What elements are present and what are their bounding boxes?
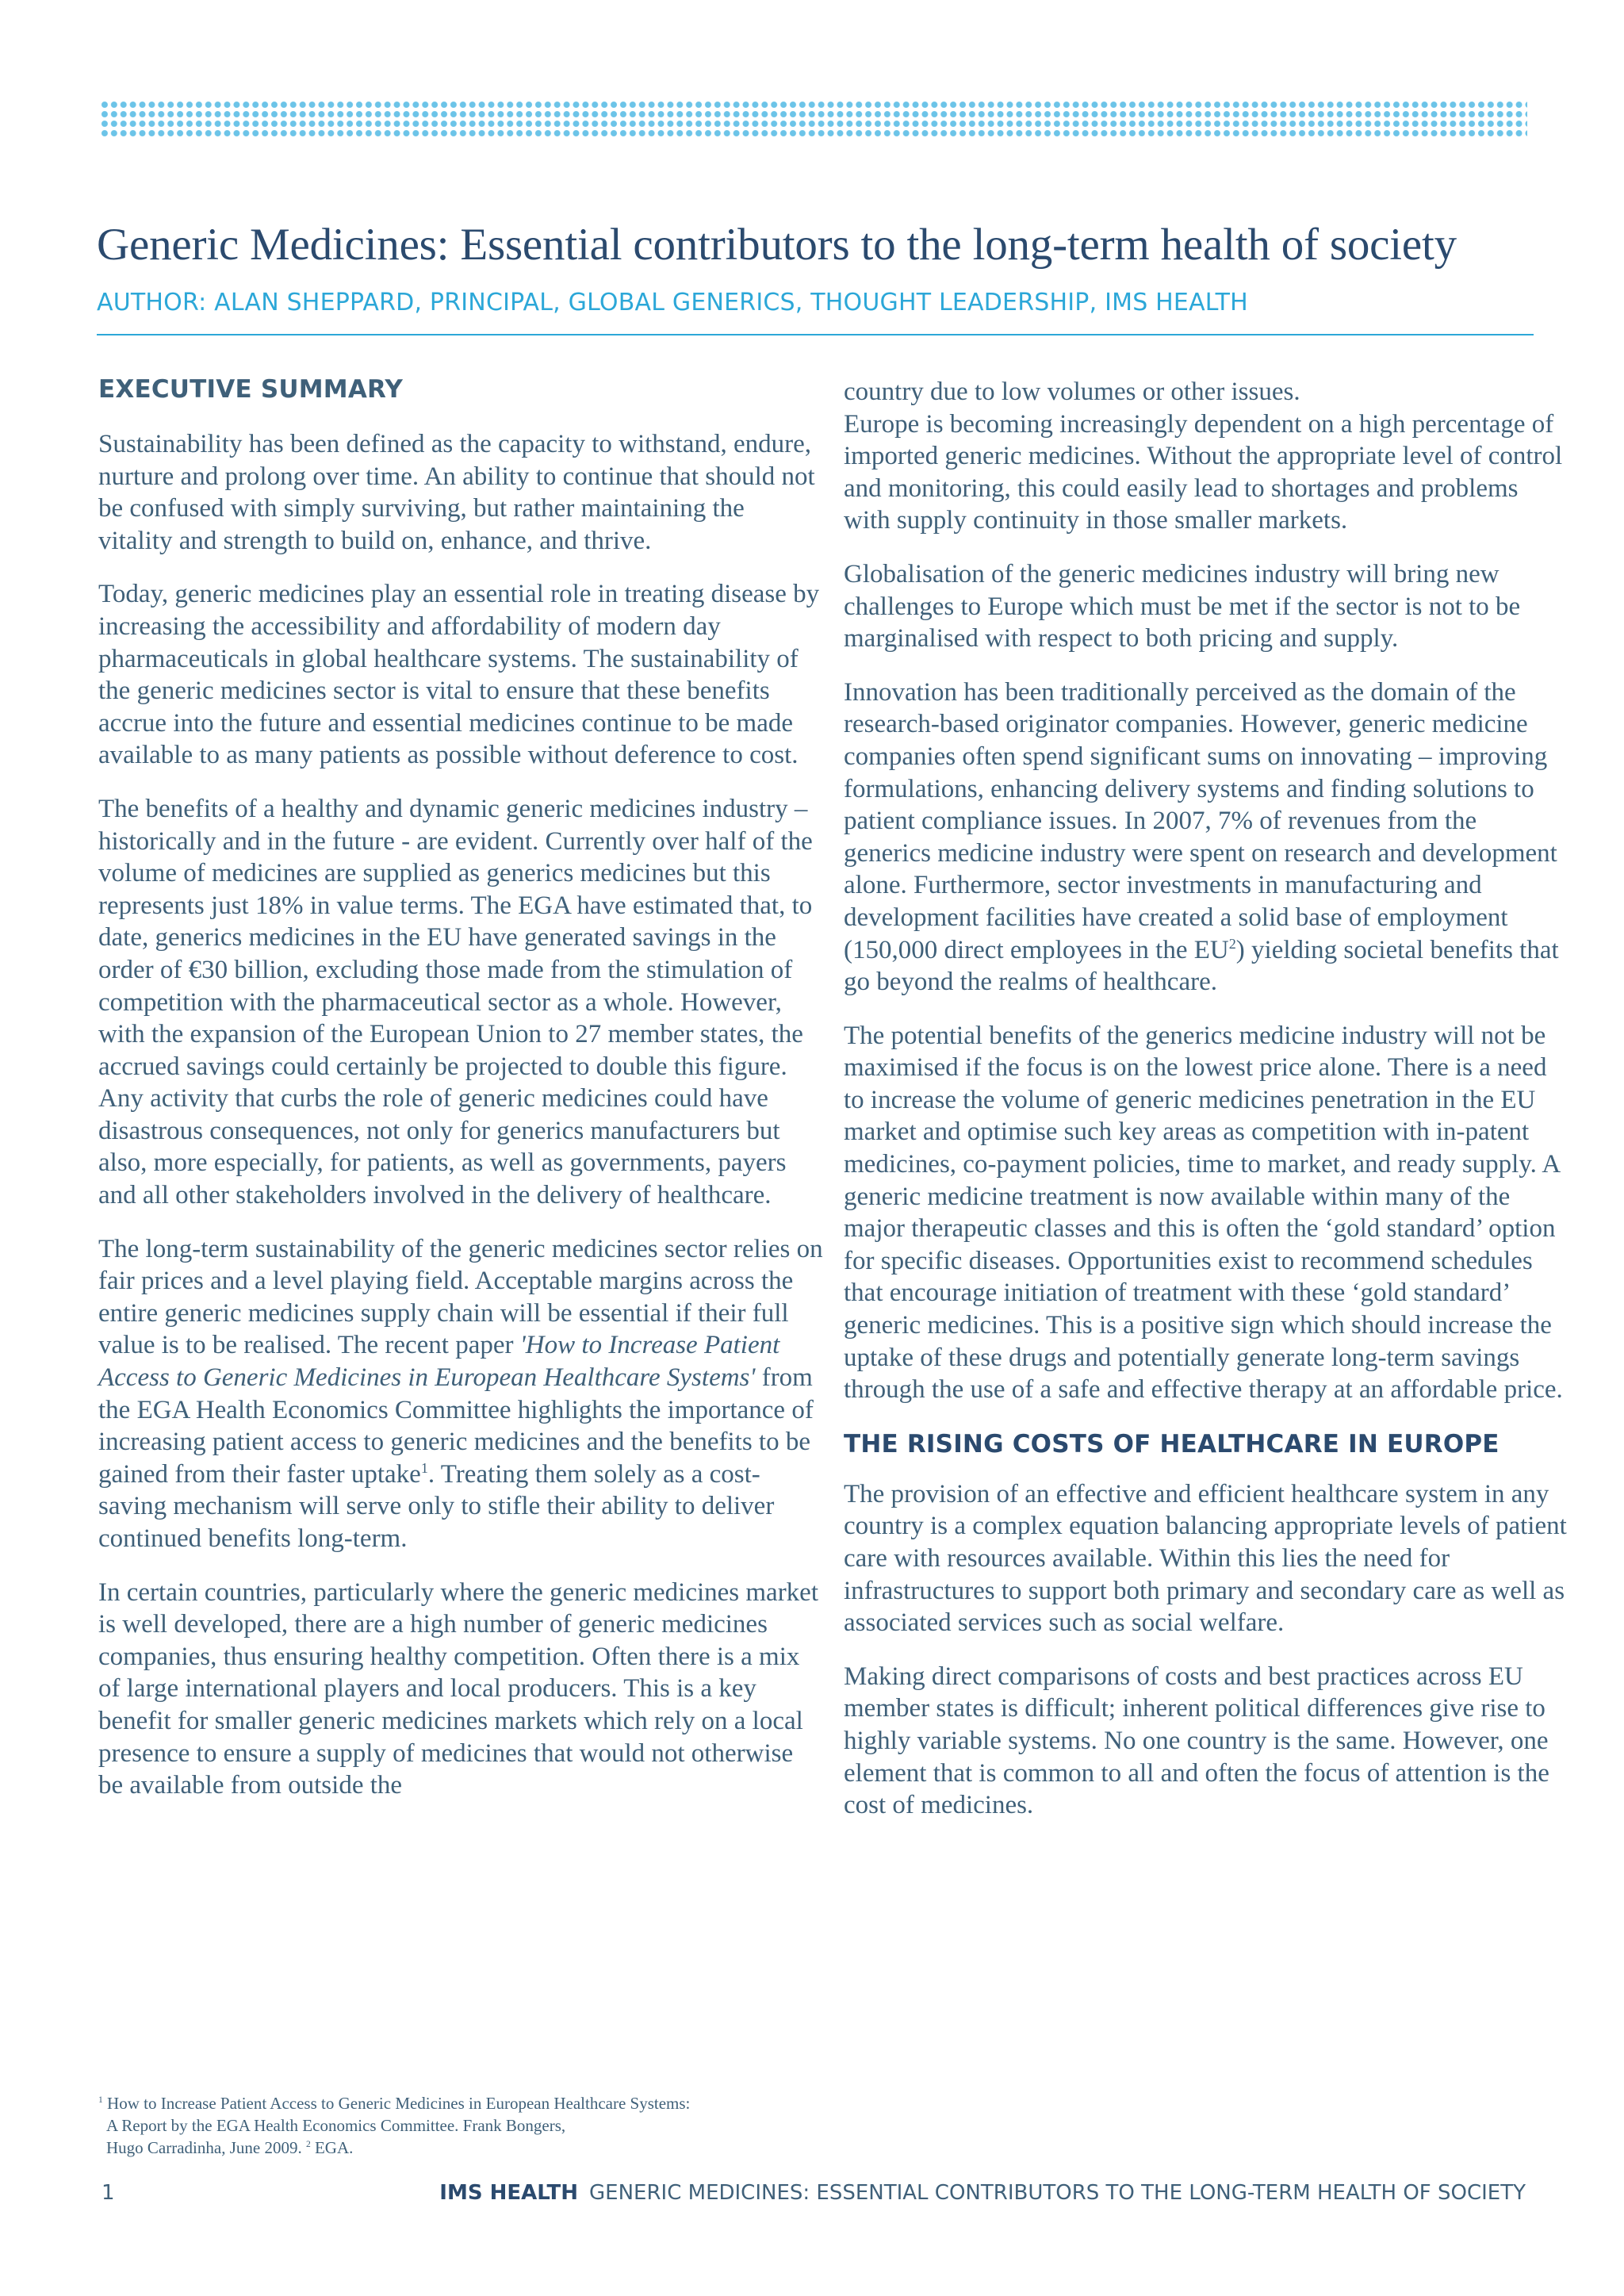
page-number: 1: [102, 2181, 115, 2205]
footer-running-title: [439, 2181, 1526, 2205]
footnote-marker: 1: [98, 2095, 103, 2105]
paragraph: [844, 677, 1569, 999]
section-heading-rising-costs: THE RISING COSTS OF HEALTHCARE IN EUROPE: [844, 1429, 1500, 1458]
dotted-header-band: [100, 100, 1527, 138]
footnote-marker: 1: [420, 1459, 428, 1476]
paragraph: The provision of an effective and efficient healthcare system in any country is a complex equation balancing appropriate levels of patient care with resources available. Within this lies the need for infrastructures to support both primary and secondary care as well as associated services such as social welfare.: [844, 1479, 1567, 1638]
author-line: AUTHOR: ALAN SHEPPARD, PRINCIPAL, GLOBAL GENERICS, THOUGHT LEADERSHIP, IMS HEALTH: [97, 289, 1248, 316]
paragraph: country due to low volumes or other issues.: [844, 378, 1300, 406]
paragraph: [98, 1233, 824, 1555]
brand-name: IMS HEALTH: [439, 2181, 579, 2205]
paragraph: Today, generic medicines play an essential role in treating disease by increasing the accessibility and affordability of modern day pharmaceuticals in global healthcare systems. The sustainability of the generic medicines sector is vital to ensure that these benefits accrue into the future and essential medicines continue to be made available to as many patients as possible without deference to cost.: [98, 580, 820, 770]
paragraph-text: The long-term sustainability of the generic medicines sector relies on fair prices and a level playing field. Acceptable margins across the entire generic medicines supply chain will be essential if their full value is to be realised. The recent paper: [98, 1234, 823, 1360]
page-title: Generic Medicines: Essential contributors to the long-term health of society: [97, 220, 1457, 270]
footnote-text: How to Increase Patient Access to Generic Medicines in European Healthcare Systems:: [102, 2094, 691, 2113]
paragraph-text: ) yielding societal benefits that go beyond the realms of healthcare.: [844, 935, 1559, 997]
paragraph: Making direct comparisons of costs and best practices across EU member states is difficult; inherent political differences give rise to highly variable systems. No one country is the same. However, one element that is common to all and often the focus of attention is the cost of medicines.: [844, 1662, 1549, 1820]
footnote-line: [98, 2092, 812, 2114]
header-divider: [97, 334, 1534, 335]
footnotes: [98, 2092, 812, 2159]
paragraph-text: from the EGA Health Economics Committee highlights the importance of increasing patient access to generic medicines and the benefits to be gained from their faster uptake: [98, 1363, 814, 1489]
section-heading-executive-summary: EXECUTIVE SUMMARY: [98, 375, 404, 404]
running-title: GENERIC MEDICINES: ESSENTIAL CONTRIBUTORS TO THE LONG-TERM HEALTH OF SOCIETY: [589, 2181, 1526, 2205]
footnote-text: EGA.: [310, 2138, 354, 2157]
footnote-text: Hugo Carradinha, June 2009.: [106, 2138, 306, 2157]
footnote-line: [98, 2137, 812, 2159]
paragraph-text: Innovation has been traditionally perceived as the domain of the research-based originator companies. However, generic medicine companies often spend significant sums on innovating – improving formulations, enhancing delivery systems and finding solutions to patient compliance issues. In 2007, 7% of revenues from the generics medicine industry were spent on research and development alone. Furthermore, sector investments in manufacturing and development facilities have created a solid base of employment (150,000 direct employees in the EU: [844, 677, 1557, 964]
paragraph: Europe is becoming increasingly dependent on a high percentage of imported generic medicines. Without the appropriate level of control and monitoring, this could easily lead to shortages and problems with supply continuity in those smaller markets.: [844, 409, 1563, 535]
page-footer: [98, 2181, 1526, 2213]
left-column: [98, 373, 824, 1823]
paragraph: The potential benefits of the generics medicine industry will not be maximised if the focus is on the lowest price alone. There is a need to increase the volume of generic medicines penetration in the EU market and optimise such key areas as competition with in-patent medicines, co-payment policies, time to market, and ready supply. A generic medicine treatment is now available within many of the major therapeutic classes and this is often the ‘gold standard’ option for specific diseases. Opportunities exist to recommend schedules that encourage initiation of treatment with these ‘gold standard’ generic medicines. This is a positive sign which should increase the uptake of these drugs and potentially generate long-term savings through the use of a safe and effective therapy at an affordable price.: [844, 1021, 1563, 1405]
paragraph: In certain countries, particularly where the generic medicines market is well developed, there are a high number of generic medicines companies, thus ensuring healthy competition. Often there is a mix of large international players and local producers. This is a key benefit for smaller generic medicines markets which rely on a local presence to ensure a supply of medicines that would not otherwise be available from outside the: [98, 1577, 818, 1800]
footnote-marker: 2: [305, 2140, 311, 2149]
footnote-line: A Report by the EGA Health Economics Committee. Frank Bongers,: [106, 2116, 566, 2135]
paragraph-text: . Treating them solely as a cost-saving mechanism will serve only to stifle their ability to deliver continued benefits long-term.: [98, 1459, 775, 1553]
paragraph: Globalisation of the generic medicines industry will bring new challenges to Europe which must be met if the sector is not to be marginalised with respect to both pricing and supply.: [844, 559, 1521, 654]
paper-title-citation: 'How to Increase Patient Access to Generic Medicines in European Healthcare Systems': [98, 1331, 780, 1393]
right-column: [844, 376, 1569, 1843]
paragraph: The benefits of a healthy and dynamic generic medicines industry – historically and in the future - are evident. Currently over half of the volume of medicines are supplied as generics medicines but this represents just 18% in value terms. The EGA have estimated that, to date, generics medicines in the EU have generated savings in the order of €30 billion, excluding those made from the stimulation of competition with the pharmaceutical sector as a whole. However, with the expansion of the European Union to 27 member states, the accrued savings could certainly be projected to double this figure. Any activity that curbs the role of generic medicines could have disastrous consequences, not only for generics manufacturers but also, more especially, for patients, as well as governments, payers and all other stakeholders involved in the delivery of healthcare.: [98, 794, 813, 1210]
footnote-marker: 2: [1228, 935, 1236, 952]
paragraph: Sustainability has been defined as the capacity to withstand, endure, nurture and prolong over time. An ability to continue that should not be confused with simply surviving, but rather maintaining the vitality and strength to build on, enhance, and thrive.: [98, 430, 815, 555]
